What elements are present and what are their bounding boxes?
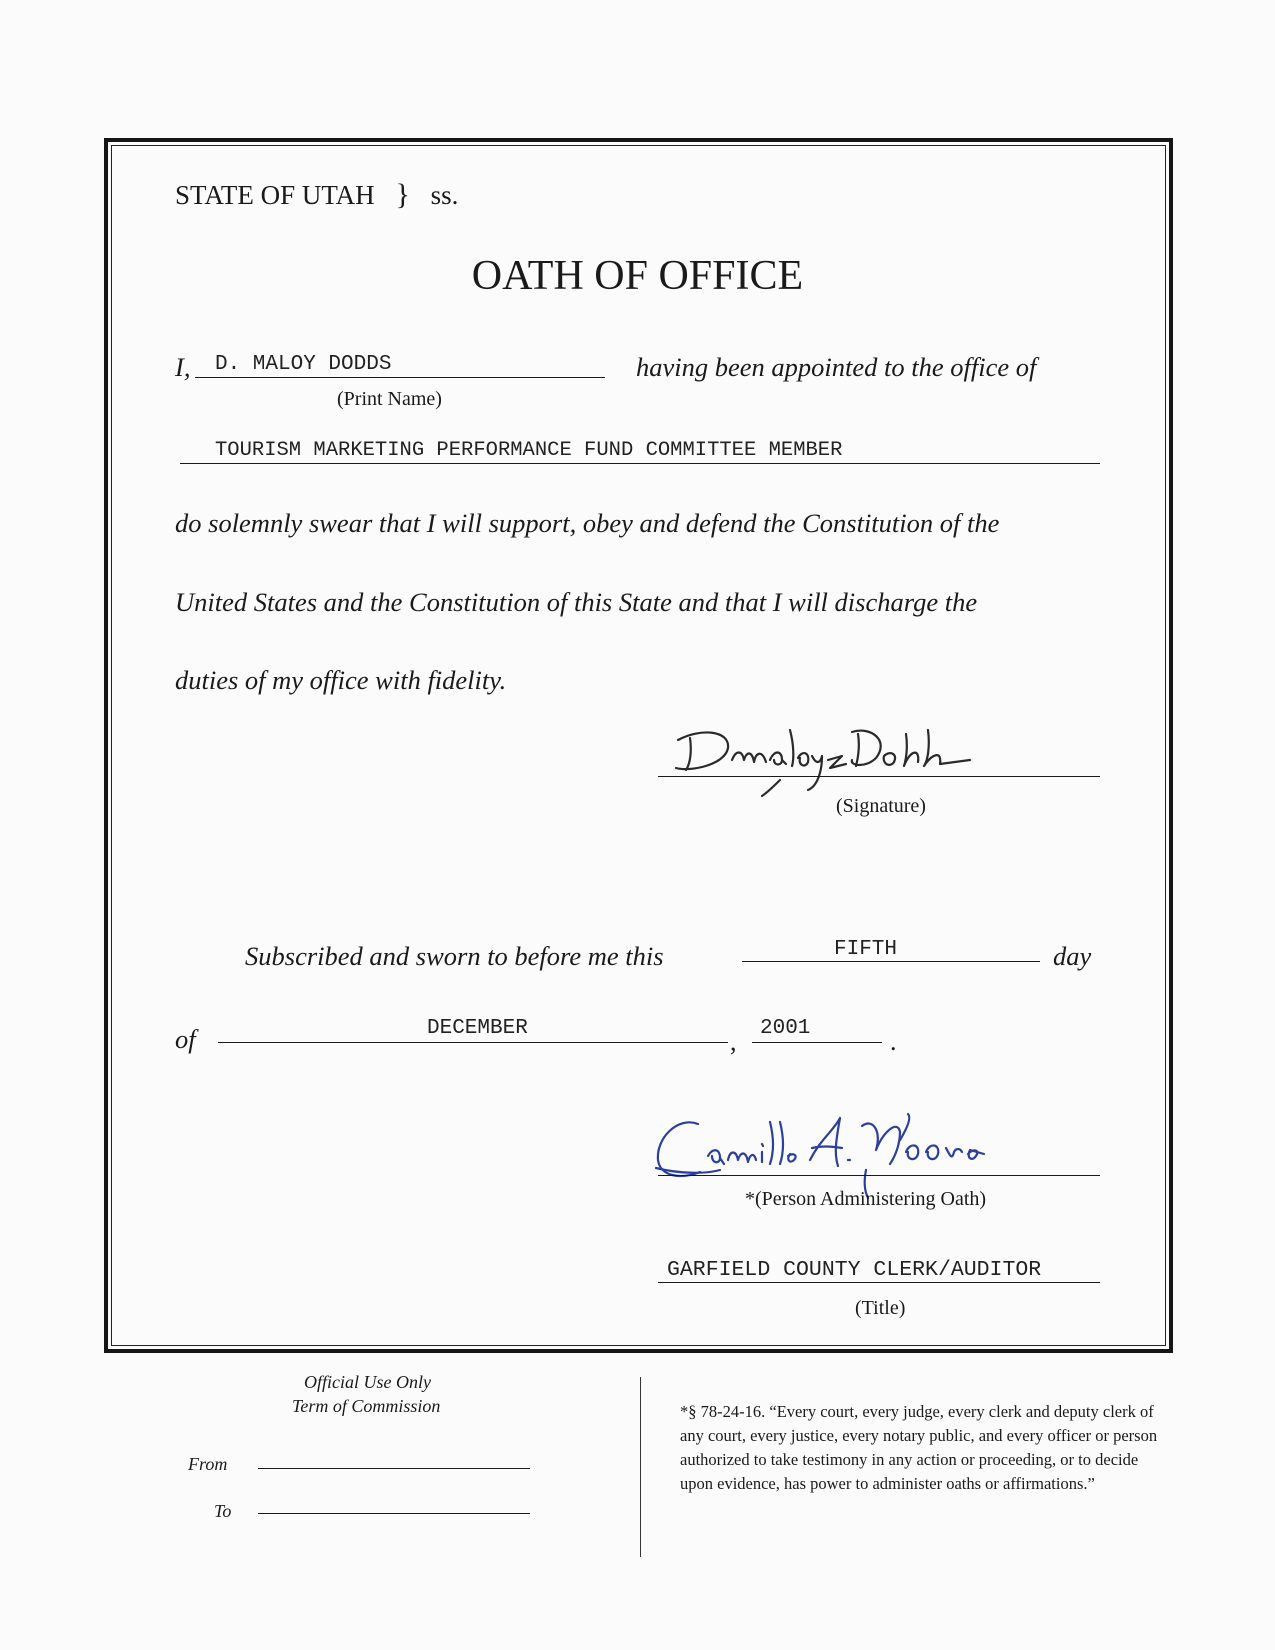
oath-body-line-1: do solemnly swear that I will support, obey and defend the Constitution of the: [175, 508, 1000, 538]
administrator-title-line: [658, 1282, 1100, 1283]
administrator-signature-line: [658, 1175, 1100, 1176]
year-line: [752, 1042, 882, 1043]
official-use-heading: Official Use Only: [304, 1372, 431, 1392]
office-line: [180, 463, 1100, 464]
signature-caption: (Signature): [836, 795, 926, 817]
oath-taker-signature: [670, 720, 980, 800]
month-line: [218, 1042, 728, 1043]
print-name-value: D. MALOY DODDS: [215, 353, 392, 376]
state-heading: [175, 178, 458, 212]
oath-body-line-2: United States and the Constitution of this State and that I will discharge the: [175, 587, 978, 617]
day-line: [742, 961, 1040, 962]
oath-body-line-3: duties of my office with fidelity.: [175, 665, 507, 695]
comma: ,: [730, 1027, 737, 1056]
administrator-title-value: GARFIELD COUNTY CLERK/AUDITOR: [667, 1258, 1042, 1282]
month-value: DECEMBER: [427, 1017, 528, 1040]
ss-label: ss.: [430, 180, 459, 210]
signature-line: [658, 776, 1100, 777]
statute-footnote: *§ 78-24-16. “Every court, every judge, every clerk and deputy clerk of any court, every justice, every notary public, and every officer or person authorized to take testimony in any action or proceeding, or to decide upon evidence, has power to administer oaths or affirmations.”: [680, 1402, 1158, 1493]
day-word: day: [1053, 941, 1092, 971]
day-value: FIFTH: [834, 938, 898, 961]
sworn-lead: Subscribed and sworn to before me this: [245, 941, 664, 971]
to-line: [258, 1513, 530, 1514]
lead-i: I,: [175, 352, 191, 382]
office-value: TOURISM MARKETING PERFORMANCE FUND COMMITTEE MEMBER: [215, 439, 843, 462]
state-label: STATE OF UTAH: [175, 180, 375, 210]
print-name-caption: (Print Name): [337, 388, 442, 410]
of-word: of: [175, 1024, 196, 1054]
term-of-commission-heading: Term of Commission: [292, 1396, 441, 1416]
appointed-text: having been appointed to the office of: [636, 352, 1037, 382]
section-divider: [640, 1377, 641, 1557]
administrator-title-caption: (Title): [855, 1297, 906, 1319]
document-title: OATH OF OFFICE: [471, 253, 804, 299]
brace: }: [395, 178, 410, 211]
to-label: To: [214, 1501, 232, 1521]
period: .: [890, 1027, 897, 1056]
print-name-line: [195, 377, 605, 378]
from-label: From: [188, 1454, 228, 1474]
from-line: [258, 1468, 530, 1469]
year-value: 2001: [760, 1017, 811, 1040]
administrator-caption: *(Person Administering Oath): [745, 1188, 987, 1210]
